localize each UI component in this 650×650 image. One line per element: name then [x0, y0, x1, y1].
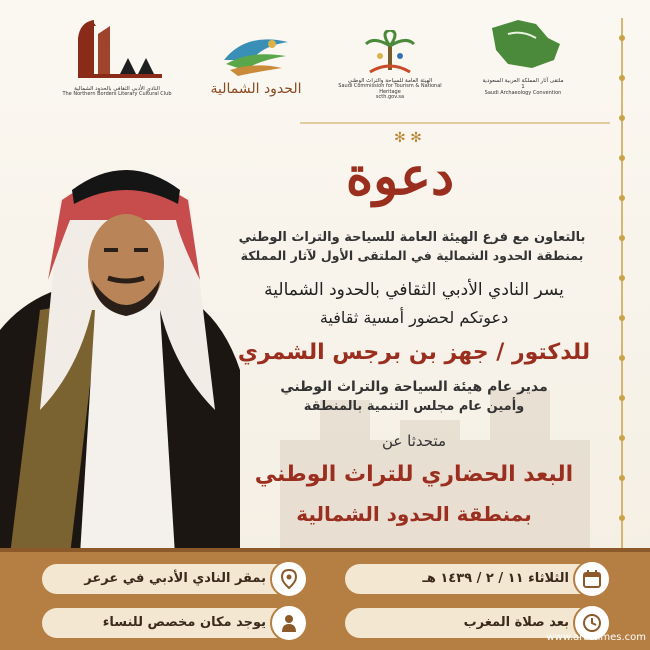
info-bar-stripe — [0, 548, 650, 552]
date-text: الثلاثاء ١١ / ٢ / ١٤٣٩ هـ — [422, 571, 569, 586]
speaker-role-1: مدير عام هيئة السياحة والتراث الوطني — [280, 379, 548, 395]
cooperation-line-2: بمنطقة الحدود الشمالية في الملتقى الأول لآثار المملكة — [240, 248, 584, 263]
women-seating-text: يوجد مكان مخصص للنساء — [102, 615, 266, 630]
speaking-about: متحدثا عن — [382, 432, 446, 450]
convention-number: 1 — [521, 84, 525, 91]
convention-name-ar: ملتقى آثار المملكة العربية السعودية — [482, 78, 564, 84]
saudi-map-icon — [478, 14, 568, 74]
women-seating-pill — [42, 608, 304, 638]
invite-line: دعوتكم لحضور أمسية ثقافية — [319, 308, 509, 327]
location-text: بمقر النادي الأدبي في عرعر — [84, 571, 266, 586]
archaeology-convention-logo — [466, 14, 580, 114]
speaker-name: للدكتور / جهز بن برجس الشمري — [237, 340, 591, 365]
topic-line-1: البعد الحضاري للتراث الوطني — [254, 462, 574, 487]
cooperation-line-1: بالتعاون مع فرع الهيئة العامة للسياحة والتراث الوطني — [238, 230, 586, 245]
borders-name: الحدود الشمالية — [210, 81, 302, 97]
club-emblem-icon — [58, 18, 176, 82]
scth-name-ar: الهيئة العامة للسياحة والتراث الوطني — [347, 78, 433, 84]
woman-icon — [270, 604, 308, 642]
club-name-en: The Northern Borders Literary Cultural Club — [62, 91, 172, 98]
ornament-frame-right — [610, 18, 634, 548]
scth-logo — [330, 30, 450, 112]
website-watermark: www.arartimes.com — [546, 632, 646, 643]
speaker-portrait — [0, 160, 240, 555]
scth-palm-icon — [360, 30, 420, 74]
northern-borders-logo — [210, 30, 302, 118]
scth-name-en: Saudi Commission for Tourism & National Heritage — [338, 83, 442, 95]
eagle-icon — [216, 30, 296, 78]
literary-club-logo — [58, 18, 176, 118]
date-pill — [345, 564, 607, 594]
speaker-role-2: وأمين عام مجلس التنمية بالمنطقة — [303, 399, 525, 414]
topic-line-2: بمنطقة الحدود الشمالية — [296, 502, 532, 526]
divider-line — [165, 240, 171, 540]
scth-url: scth.gov.sa — [375, 94, 405, 101]
location-pill — [42, 564, 304, 594]
convention-name-en: Saudi Archaeology Convention — [484, 89, 562, 96]
time-text: بعد صلاة المغرب — [463, 615, 569, 630]
title-ornament-icon: ✻ ✻ — [394, 130, 422, 146]
invitation-title: دعوة — [345, 146, 455, 207]
club-name-ar: النادي الأدبي الثقافي بالحدود الشمالية — [74, 86, 160, 92]
calendar-icon — [573, 560, 611, 598]
location-pin-icon — [270, 560, 308, 598]
host-line: يسر النادي الأدبي الثقافي بالحدود الشمالية — [264, 280, 564, 300]
ornament-frame-top — [300, 118, 610, 128]
